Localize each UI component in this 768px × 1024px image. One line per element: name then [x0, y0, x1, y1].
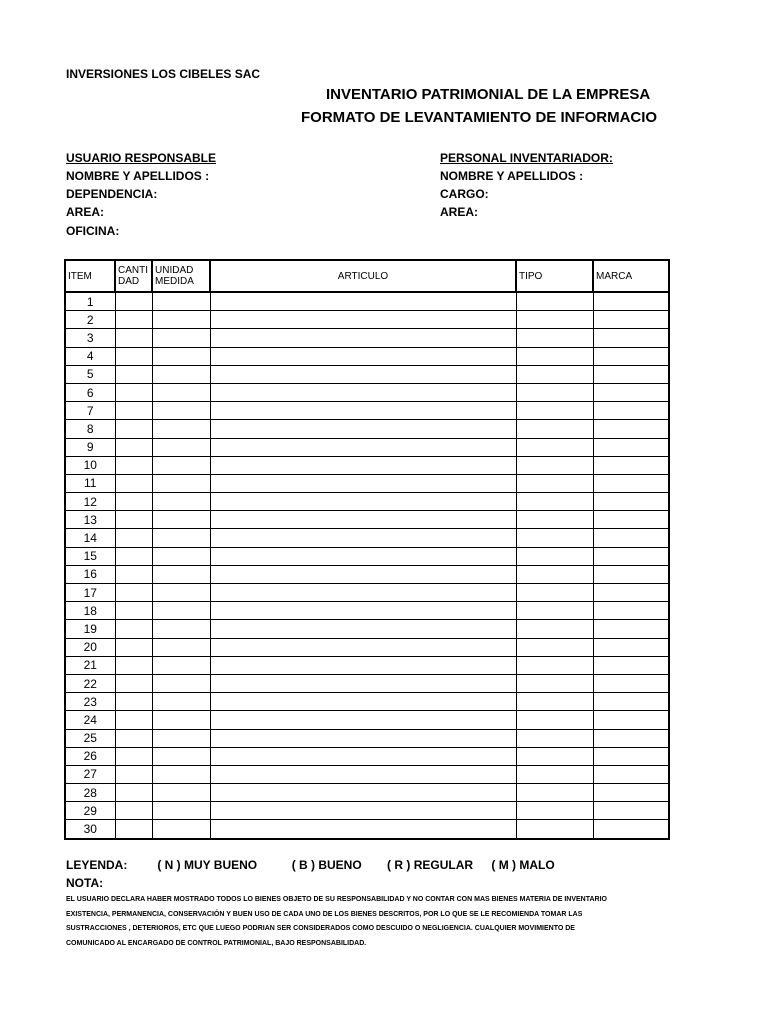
article-cell[interactable] — [210, 529, 516, 547]
type-cell[interactable] — [516, 620, 593, 638]
unit-cell[interactable] — [152, 347, 210, 365]
quantity-cell[interactable] — [115, 402, 152, 420]
item-number-cell: 1 — [65, 292, 115, 311]
type-cell[interactable] — [516, 784, 593, 802]
article-cell[interactable] — [210, 638, 516, 656]
document-title: INVENTARIO PATRIMONIAL DE LA EMPRESA — [326, 86, 651, 103]
quantity-cell[interactable] — [115, 820, 152, 839]
article-cell[interactable] — [210, 729, 516, 747]
item-number-cell: 13 — [65, 511, 115, 529]
col-header-quantity: CANTI DAD — [115, 260, 152, 292]
unit-cell[interactable] — [152, 493, 210, 511]
quantity-cell[interactable] — [115, 547, 152, 565]
brand-cell[interactable] — [593, 711, 669, 729]
article-cell[interactable] — [210, 438, 516, 456]
unit-cell[interactable] — [152, 784, 210, 802]
table-row — [65, 456, 669, 474]
type-cell[interactable] — [516, 511, 593, 529]
legend-very-good: ( N ) MUY BUENO — [157, 858, 258, 872]
type-cell[interactable] — [516, 638, 593, 656]
legend-label: LEYENDA: — [66, 858, 128, 872]
quantity-cell[interactable] — [115, 602, 152, 620]
type-cell[interactable] — [516, 711, 593, 729]
item-number-cell: 28 — [65, 784, 115, 802]
article-cell[interactable] — [210, 311, 516, 329]
brand-cell[interactable] — [593, 784, 669, 802]
quantity-cell[interactable] — [115, 529, 152, 547]
type-cell[interactable] — [516, 729, 593, 747]
inventory-staff-position-label: CARGO: — [440, 187, 489, 201]
article-cell[interactable] — [210, 747, 516, 765]
quantity-cell[interactable] — [115, 347, 152, 365]
table-row — [65, 802, 669, 820]
item-number-cell: 22 — [65, 674, 115, 692]
type-cell[interactable] — [516, 420, 593, 438]
type-cell[interactable] — [516, 292, 593, 311]
article-cell[interactable] — [210, 456, 516, 474]
article-cell[interactable] — [210, 347, 516, 365]
brand-cell[interactable] — [593, 693, 669, 711]
brand-cell[interactable] — [593, 383, 669, 401]
type-cell[interactable] — [516, 693, 593, 711]
item-number-cell: 9 — [65, 438, 115, 456]
company-name: INVERSIONES LOS CIBELES SAC — [66, 67, 261, 81]
inventory-table — [64, 259, 670, 840]
article-cell[interactable] — [210, 365, 516, 383]
unit-cell[interactable] — [152, 584, 210, 602]
type-cell[interactable] — [516, 474, 593, 492]
article-cell[interactable] — [210, 820, 516, 839]
brand-cell[interactable] — [593, 656, 669, 674]
type-cell[interactable] — [516, 674, 593, 692]
quantity-cell[interactable] — [115, 620, 152, 638]
unit-cell[interactable] — [152, 383, 210, 401]
type-cell[interactable] — [516, 820, 593, 839]
responsible-dependency-label: DEPENDENCIA: — [66, 187, 158, 201]
quantity-cell[interactable] — [115, 802, 152, 820]
brand-cell[interactable] — [593, 529, 669, 547]
unit-cell[interactable] — [152, 511, 210, 529]
type-cell[interactable] — [516, 565, 593, 583]
table-row — [65, 674, 669, 692]
article-cell[interactable] — [210, 292, 516, 311]
type-cell[interactable] — [516, 493, 593, 511]
article-cell[interactable] — [210, 656, 516, 674]
table-row — [65, 365, 669, 383]
quantity-cell[interactable] — [115, 474, 152, 492]
col-header-unit: UNIDAD MEDIDA — [152, 260, 210, 292]
type-cell[interactable] — [516, 747, 593, 765]
article-cell[interactable] — [210, 474, 516, 492]
brand-cell[interactable] — [593, 365, 669, 383]
brand-cell[interactable] — [593, 329, 669, 347]
article-cell[interactable] — [210, 383, 516, 401]
brand-cell[interactable] — [593, 493, 669, 511]
type-cell[interactable] — [516, 656, 593, 674]
unit-cell[interactable] — [152, 820, 210, 839]
item-number-cell: 3 — [65, 329, 115, 347]
note-line: COMUNICADO AL ENCARGADO DE CONTROL PATRIMONIAL, BAJO RESPONSABILIDAD. — [66, 939, 367, 947]
unit-cell[interactable] — [152, 402, 210, 420]
article-cell[interactable] — [210, 802, 516, 820]
col-header-article: ARTICULO — [210, 260, 516, 292]
table-row — [65, 493, 669, 511]
table-row — [65, 420, 669, 438]
article-cell[interactable] — [210, 784, 516, 802]
item-number-cell: 4 — [65, 347, 115, 365]
type-cell[interactable] — [516, 438, 593, 456]
unit-cell[interactable] — [152, 602, 210, 620]
unit-cell[interactable] — [152, 765, 210, 783]
unit-cell[interactable] — [152, 547, 210, 565]
quantity-cell[interactable] — [115, 511, 152, 529]
table-row — [65, 620, 669, 638]
item-number-cell: 16 — [65, 565, 115, 583]
type-cell[interactable] — [516, 347, 593, 365]
article-cell[interactable] — [210, 693, 516, 711]
item-number-cell: 26 — [65, 747, 115, 765]
item-number-cell: 6 — [65, 383, 115, 401]
unit-cell[interactable] — [152, 693, 210, 711]
brand-cell[interactable] — [593, 547, 669, 565]
brand-cell[interactable] — [593, 747, 669, 765]
quantity-cell[interactable] — [115, 292, 152, 311]
brand-cell[interactable] — [593, 511, 669, 529]
unit-cell[interactable] — [152, 656, 210, 674]
item-number-cell: 8 — [65, 420, 115, 438]
quantity-cell[interactable] — [115, 383, 152, 401]
table-row — [65, 820, 669, 839]
brand-cell[interactable] — [593, 438, 669, 456]
col-header-brand: MARCA — [593, 260, 669, 292]
brand-cell[interactable] — [593, 802, 669, 820]
table-row — [65, 311, 669, 329]
article-cell[interactable] — [210, 602, 516, 620]
quantity-cell[interactable] — [115, 638, 152, 656]
article-cell[interactable] — [210, 584, 516, 602]
quantity-cell[interactable] — [115, 584, 152, 602]
type-cell[interactable] — [516, 802, 593, 820]
table-row — [65, 784, 669, 802]
item-number-cell: 23 — [65, 693, 115, 711]
table-row — [65, 547, 669, 565]
quantity-cell[interactable] — [115, 656, 152, 674]
item-number-cell: 27 — [65, 765, 115, 783]
type-cell[interactable] — [516, 329, 593, 347]
responsible-office-label: OFICINA: — [66, 224, 120, 238]
quantity-cell[interactable] — [115, 747, 152, 765]
legend-good: ( B ) BUENO — [291, 858, 362, 872]
unit-cell[interactable] — [152, 802, 210, 820]
article-cell[interactable] — [210, 493, 516, 511]
note-line: EXISTENCIA, PERMANENCIA, CONSERVACIÓN Y BUEN USO DE CADA UNO DE LOS BIENES DESCRITOS, POR LO QUE SE LE RECOMIENDA TOMAR LAS — [66, 910, 583, 918]
table-row — [65, 292, 669, 311]
item-number-cell: 17 — [65, 584, 115, 602]
table-row — [65, 693, 669, 711]
table-row — [65, 711, 669, 729]
type-cell[interactable] — [516, 365, 593, 383]
unit-cell[interactable] — [152, 438, 210, 456]
table-header-row — [65, 260, 669, 292]
table-row — [65, 347, 669, 365]
quantity-cell[interactable] — [115, 493, 152, 511]
brand-cell[interactable] — [593, 638, 669, 656]
brand-cell[interactable] — [593, 565, 669, 583]
quantity-cell[interactable] — [115, 693, 152, 711]
table-row — [65, 529, 669, 547]
table-row — [65, 584, 669, 602]
responsible-user-heading: USUARIO RESPONSABLE — [66, 151, 217, 165]
article-cell[interactable] — [210, 511, 516, 529]
article-cell[interactable] — [210, 711, 516, 729]
table-row — [65, 729, 669, 747]
note-text — [66, 893, 670, 951]
item-number-cell: 30 — [65, 820, 115, 839]
item-number-cell: 18 — [65, 602, 115, 620]
type-cell[interactable] — [516, 456, 593, 474]
quantity-cell[interactable] — [115, 784, 152, 802]
unit-cell[interactable] — [152, 474, 210, 492]
brand-cell[interactable] — [593, 584, 669, 602]
article-cell[interactable] — [210, 420, 516, 438]
article-cell[interactable] — [210, 547, 516, 565]
table-row — [65, 565, 669, 583]
brand-cell[interactable] — [593, 402, 669, 420]
type-cell[interactable] — [516, 765, 593, 783]
brand-cell[interactable] — [593, 347, 669, 365]
quantity-cell[interactable] — [115, 711, 152, 729]
unit-cell[interactable] — [152, 456, 210, 474]
quantity-cell[interactable] — [115, 765, 152, 783]
inventory-staff-area-label: AREA: — [440, 205, 478, 219]
brand-cell[interactable] — [593, 729, 669, 747]
item-number-cell: 19 — [65, 620, 115, 638]
unit-cell[interactable] — [152, 529, 210, 547]
document-subtitle: FORMATO DE LEVANTAMIENTO DE INFORMACIO — [301, 109, 658, 126]
article-cell[interactable] — [210, 565, 516, 583]
quantity-cell[interactable] — [115, 420, 152, 438]
brand-cell[interactable] — [593, 765, 669, 783]
quantity-cell[interactable] — [115, 329, 152, 347]
item-number-cell: 24 — [65, 711, 115, 729]
brand-cell[interactable] — [593, 456, 669, 474]
responsible-name-label: NOMBRE Y APELLIDOS : — [66, 169, 210, 183]
table-row — [65, 329, 669, 347]
unit-cell[interactable] — [152, 729, 210, 747]
type-cell[interactable] — [516, 311, 593, 329]
brand-cell[interactable] — [593, 620, 669, 638]
quantity-cell[interactable] — [115, 729, 152, 747]
brand-cell[interactable] — [593, 674, 669, 692]
unit-cell[interactable] — [152, 565, 210, 583]
type-cell[interactable] — [516, 547, 593, 565]
table-row — [65, 638, 669, 656]
type-cell[interactable] — [516, 529, 593, 547]
inventory-staff-name-label: NOMBRE Y APELLIDOS : — [440, 169, 584, 183]
type-cell[interactable] — [516, 602, 593, 620]
quantity-cell[interactable] — [115, 438, 152, 456]
item-number-cell: 21 — [65, 656, 115, 674]
brand-cell[interactable] — [593, 820, 669, 839]
item-number-cell: 2 — [65, 311, 115, 329]
article-cell[interactable] — [210, 765, 516, 783]
quantity-cell[interactable] — [115, 456, 152, 474]
unit-cell[interactable] — [152, 311, 210, 329]
item-number-cell: 10 — [65, 456, 115, 474]
brand-cell[interactable] — [593, 474, 669, 492]
item-number-cell: 5 — [65, 365, 115, 383]
inventory-staff-heading: PERSONAL INVENTARIADOR: — [440, 151, 613, 165]
table-row — [65, 383, 669, 401]
table-row — [65, 402, 669, 420]
unit-cell[interactable] — [152, 711, 210, 729]
item-number-cell: 11 — [65, 474, 115, 492]
unit-cell[interactable] — [152, 620, 210, 638]
type-cell[interactable] — [516, 383, 593, 401]
table-row — [65, 474, 669, 492]
table-row — [65, 438, 669, 456]
unit-cell[interactable] — [152, 329, 210, 347]
item-number-cell: 14 — [65, 529, 115, 547]
table-row — [65, 511, 669, 529]
col-header-type: TIPO — [516, 260, 593, 292]
unit-cell[interactable] — [152, 292, 210, 311]
type-cell[interactable] — [516, 402, 593, 420]
col-header-item: ITEM — [65, 260, 115, 292]
brand-cell[interactable] — [593, 311, 669, 329]
table-row — [65, 602, 669, 620]
responsible-area-label: AREA: — [66, 205, 104, 219]
unit-cell[interactable] — [152, 365, 210, 383]
unit-cell[interactable] — [152, 674, 210, 692]
article-cell[interactable] — [210, 329, 516, 347]
article-cell[interactable] — [210, 620, 516, 638]
article-cell[interactable] — [210, 674, 516, 692]
brand-cell[interactable] — [593, 602, 669, 620]
legend — [66, 858, 555, 872]
item-number-cell: 29 — [65, 802, 115, 820]
note-label: NOTA: — [66, 876, 104, 890]
item-number-cell: 7 — [65, 402, 115, 420]
unit-cell[interactable] — [152, 638, 210, 656]
type-cell[interactable] — [516, 584, 593, 602]
quantity-cell[interactable] — [115, 311, 152, 329]
table-row — [65, 747, 669, 765]
note-line: SUSTRACCIONES , DETERIOROS, ETC QUE LUEGO PODRIAN SER CONSIDERADOS COMO DESCUIDO O NEGLIGENCIA. CUALQUIER MOVIMIENTO DE — [66, 925, 575, 932]
item-number-cell: 12 — [65, 493, 115, 511]
item-number-cell: 25 — [65, 729, 115, 747]
brand-cell[interactable] — [593, 420, 669, 438]
legend-bad: ( M ) MALO — [491, 858, 555, 872]
table-row — [65, 656, 669, 674]
table-row — [65, 765, 669, 783]
item-number-cell: 15 — [65, 547, 115, 565]
quantity-cell[interactable] — [115, 365, 152, 383]
item-number-cell: 20 — [65, 638, 115, 656]
note-line: EL USUARIO DECLARA HABER MOSTRADO TODOS LO BIENES OBJETO DE SU RESPONSABILIDAD Y NO CONTAR CON MAS BIENES MATERIA DE INVENTARIO — [66, 896, 607, 903]
brand-cell[interactable] — [593, 292, 669, 311]
unit-cell[interactable] — [152, 420, 210, 438]
article-cell[interactable] — [210, 402, 516, 420]
legend-regular: ( R ) REGULAR — [387, 858, 474, 872]
quantity-cell[interactable] — [115, 565, 152, 583]
quantity-cell[interactable] — [115, 674, 152, 692]
unit-cell[interactable] — [152, 747, 210, 765]
